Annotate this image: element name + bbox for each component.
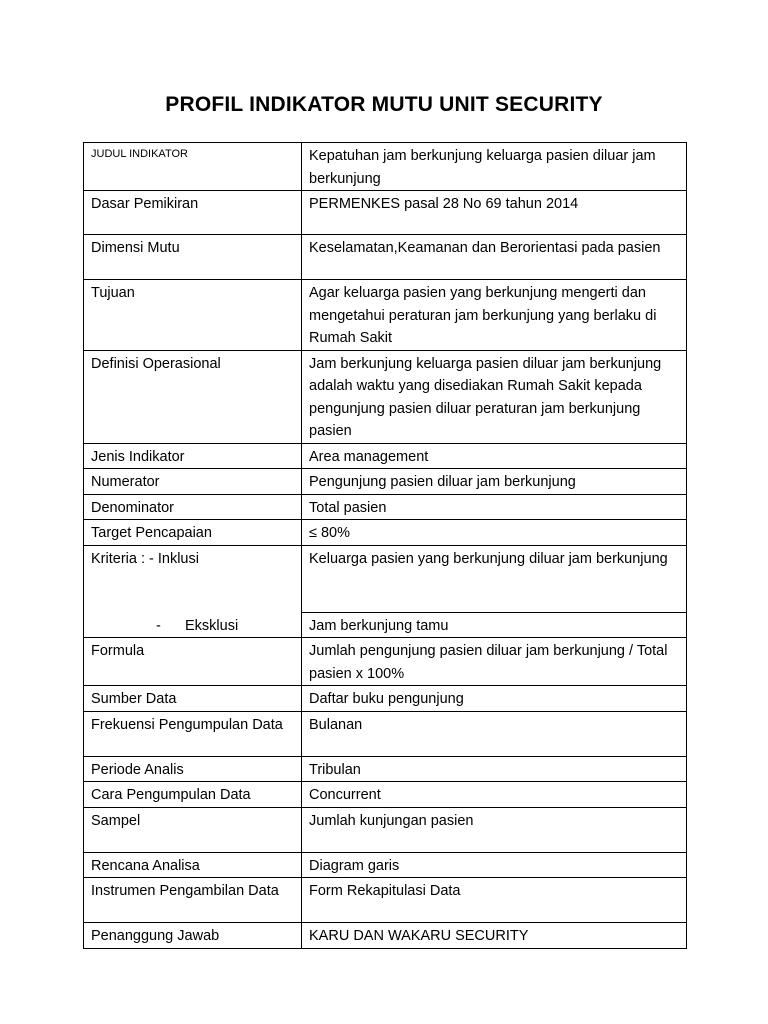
table-row [84,756,687,782]
row-label-instrumen-pengambilan-data: Instrumen Pengambilan Data [84,878,302,923]
table-row [84,494,687,520]
row-label-tujuan: Tujuan [84,280,302,351]
table-row [84,878,687,923]
row-value-eksklusi: Jam berkunjung tamu [302,612,687,638]
table-row [84,852,687,878]
table-row [84,280,687,351]
row-label-sampel: Sampel [84,807,302,852]
row-value-penanggung-jawab: KARU DAN WAKARU SECURITY [302,923,687,949]
row-value-sampel: Jumlah kunjungan pasien [302,807,687,852]
table-row [84,686,687,712]
row-label-formula: Formula [84,638,302,686]
row-value-judul-indikator: Kepatuhan jam berkunjung keluarga pasien diluar jam berkunjung [302,143,687,191]
row-value-inklusi: Keluarga pasien yang berkunjung diluar jam berkunjung [302,545,687,612]
row-value-tujuan: Agar keluarga pasien yang berkunjung mengerti dan mengetahui peraturan jam berkunjung yang berlaku di Rumah Sakit [302,280,687,351]
kriteria-inklusi-label: Kriteria : - Inklusi [91,550,199,567]
row-value-cara-pengumpulan-data: Concurrent [302,782,687,808]
table-row [84,443,687,469]
row-label-numerator: Numerator [84,469,302,495]
row-value-target-pencapaian: ≤ 80% [302,520,687,546]
table-row [84,711,687,756]
row-label-kriteria [84,545,302,638]
row-label-definisi-operasional: Definisi Operasional [84,350,302,443]
row-value-instrumen-pengambilan-data: Form Rekapitulasi Data [302,878,687,923]
row-label-jenis-indikator: Jenis Indikator [84,443,302,469]
row-label-judul-indikator: JUDUL INDIKATOR [84,143,302,191]
row-label-periode-analis: Periode Analis [84,756,302,782]
indicator-profile-table [83,142,687,949]
row-value-numerator: Pengunjung pasien diluar jam berkunjung [302,469,687,495]
row-value-dasar-pemikiran: PERMENKES pasal 28 No 69 tahun 2014 [302,191,687,235]
row-value-denominator: Total pasien [302,494,687,520]
row-label-target-pencapaian: Target Pencapaian [84,520,302,546]
table-row [84,191,687,235]
table-row [84,638,687,686]
row-value-periode-analis: Tribulan [302,756,687,782]
row-value-formula: Jumlah pengunjung pasien diluar jam berkunjung / Total pasien x 100% [302,638,687,686]
page-title: PROFIL INDIKATOR MUTU UNIT SECURITY [165,93,603,116]
table-row [84,469,687,495]
table-row [84,520,687,546]
row-value-jenis-indikator: Area management [302,443,687,469]
row-value-rencana-analisa: Diagram garis [302,852,687,878]
row-label-cara-pengumpulan-data: Cara Pengumpulan Data [84,782,302,808]
row-label-frekuensi-pengumpulan-data: Frekuensi Pengumpulan Data [84,711,302,756]
row-value-definisi-operasional: Jam berkunjung keluarga pasien diluar jam berkunjung adalah waktu yang disediakan Rumah Sakit kepada pengunjung pasien diluar peraturan jam berkunjung pasien [302,350,687,443]
table-row [84,782,687,808]
row-value-frekuensi-pengumpulan-data: Bulanan [302,711,687,756]
row-value-sumber-data: Daftar buku pengunjung [302,686,687,712]
row-label-dimensi-mutu: Dimensi Mutu [84,235,302,280]
row-label-dasar-pemikiran: Dasar Pemikiran [84,191,302,235]
kriteria-eksklusi-label: - Eksklusi [156,617,239,634]
row-value-dimensi-mutu: Keselamatan,Keamanan dan Berorientasi pada pasien [302,235,687,280]
table-row [84,545,687,612]
table-row [84,143,687,191]
table-row [84,807,687,852]
row-label-penanggung-jawab: Penanggung Jawab [84,923,302,949]
row-label-sumber-data: Sumber Data [84,686,302,712]
table-row [84,235,687,280]
table-row [84,923,687,949]
row-label-rencana-analisa: Rencana Analisa [84,852,302,878]
row-label-denominator: Denominator [84,494,302,520]
table-row [84,350,687,443]
